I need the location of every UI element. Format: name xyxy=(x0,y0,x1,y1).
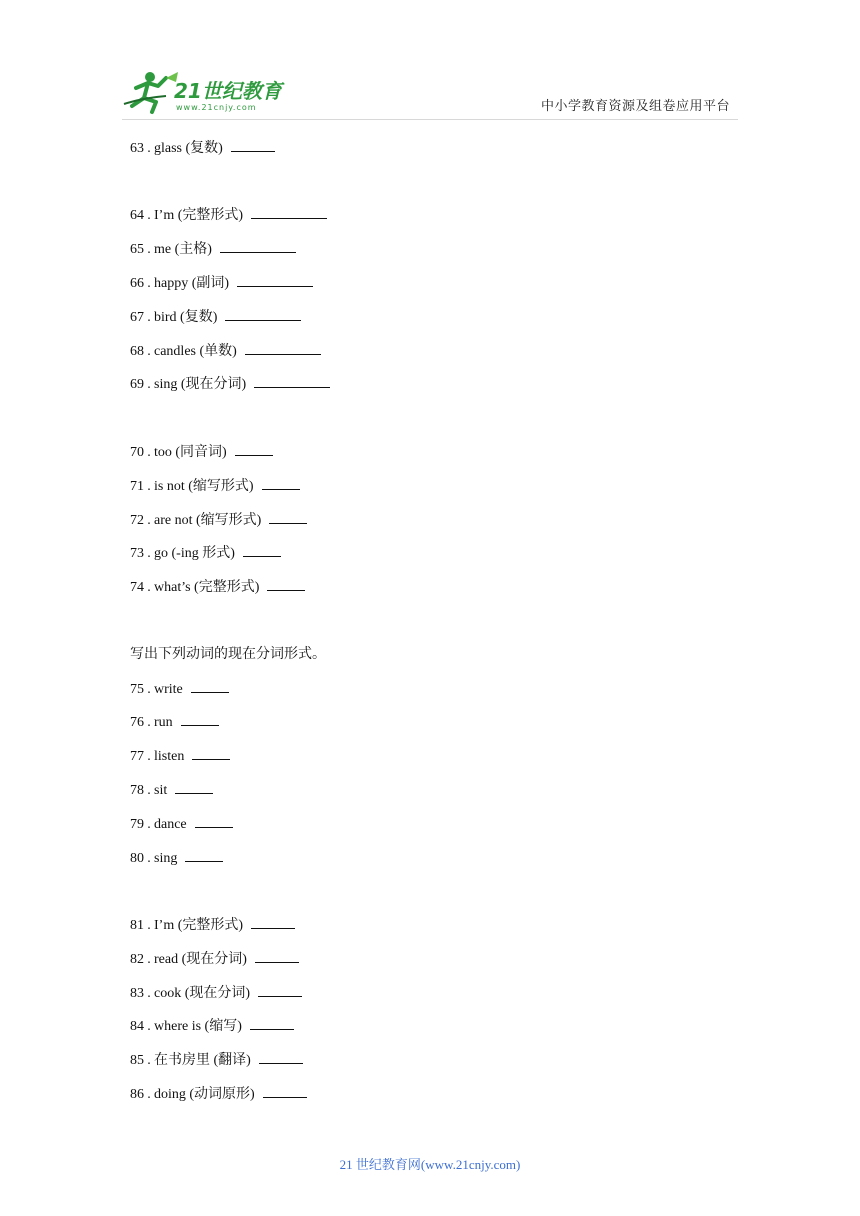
question-text: listen xyxy=(154,749,185,764)
question-text: sing xyxy=(154,851,178,866)
answer-blank[interactable] xyxy=(251,205,327,219)
site-logo xyxy=(122,68,292,116)
question-item xyxy=(130,746,230,766)
question-text: sing (现在分词) xyxy=(154,377,247,392)
question-text: sit xyxy=(154,783,168,798)
answer-blank[interactable] xyxy=(195,814,233,828)
answer-blank[interactable] xyxy=(269,510,307,524)
question-item xyxy=(130,273,313,293)
question-number: 73 xyxy=(130,546,144,561)
question-dot: . xyxy=(147,817,151,832)
question-item xyxy=(130,138,275,158)
answer-blank[interactable] xyxy=(243,543,281,557)
question-dot: . xyxy=(147,276,151,291)
question-text: what’s (完整形式) xyxy=(154,580,260,595)
question-item xyxy=(130,476,300,496)
question-number: 81 xyxy=(130,918,144,933)
platform-tagline: 中小学教育资源及组卷应用平台 xyxy=(540,99,730,114)
answer-blank[interactable] xyxy=(251,915,295,929)
answer-blank[interactable] xyxy=(250,1016,294,1030)
question-dot: . xyxy=(147,682,151,697)
answer-blank[interactable] xyxy=(258,983,302,997)
question-text: cook (现在分词) xyxy=(154,986,251,1001)
header-divider xyxy=(122,119,738,120)
question-dot: . xyxy=(147,344,151,359)
question-dot: . xyxy=(147,952,151,967)
answer-blank[interactable] xyxy=(220,239,296,253)
question-number: 71 xyxy=(130,479,144,494)
question-item xyxy=(130,983,302,1003)
answer-blank[interactable] xyxy=(235,442,273,456)
question-number: 86 xyxy=(130,1087,144,1102)
question-dot: . xyxy=(147,715,151,730)
answer-blank[interactable] xyxy=(255,949,299,963)
question-dot: . xyxy=(147,1053,151,1068)
question-dot: . xyxy=(147,1087,151,1102)
answer-blank[interactable] xyxy=(263,1084,307,1098)
answer-blank[interactable] xyxy=(191,679,229,693)
question-item xyxy=(130,543,281,563)
question-item xyxy=(130,679,229,699)
question-text: I’m (完整形式) xyxy=(154,208,244,223)
question-item xyxy=(130,205,327,225)
question-item xyxy=(130,374,330,394)
question-dot: . xyxy=(147,851,151,866)
question-dot: . xyxy=(147,749,151,764)
question-dot: . xyxy=(147,208,151,223)
question-text: glass (复数) xyxy=(154,141,223,156)
question-text: dance xyxy=(154,817,187,832)
question-dot: . xyxy=(147,513,151,528)
question-text: go (-ing 形式) xyxy=(154,546,235,561)
question-item xyxy=(130,1016,294,1036)
question-dot: . xyxy=(147,377,151,392)
question-text: me (主格) xyxy=(154,242,212,257)
answer-blank[interactable] xyxy=(231,138,275,152)
answer-blank[interactable] xyxy=(245,341,321,355)
svg-text:www.21cnjy.com: www.21cnjy.com xyxy=(176,103,257,112)
question-item xyxy=(130,949,299,969)
question-dot: . xyxy=(147,986,151,1001)
question-number: 76 xyxy=(130,715,144,730)
page-header xyxy=(0,0,860,125)
question-dot: . xyxy=(147,783,151,798)
question-text: read (现在分词) xyxy=(154,952,247,967)
question-number: 74 xyxy=(130,580,144,595)
answer-blank[interactable] xyxy=(262,476,300,490)
answer-blank[interactable] xyxy=(254,374,330,388)
question-dot: . xyxy=(147,546,151,561)
question-text: bird (复数) xyxy=(154,310,218,325)
question-number: 65 xyxy=(130,242,144,257)
answer-blank[interactable] xyxy=(225,307,301,321)
question-number: 68 xyxy=(130,344,144,359)
question-number: 78 xyxy=(130,783,144,798)
question-number: 84 xyxy=(130,1019,144,1034)
question-dot: . xyxy=(147,141,151,156)
question-item xyxy=(130,442,273,462)
question-dot: . xyxy=(147,580,151,595)
question-number: 63 xyxy=(130,141,144,156)
question-number: 79 xyxy=(130,817,144,832)
answer-blank[interactable] xyxy=(175,780,213,794)
question-text: is not (缩写形式) xyxy=(154,479,254,494)
answer-blank[interactable] xyxy=(181,712,219,726)
question-dot: . xyxy=(147,479,151,494)
question-number: 67 xyxy=(130,310,144,325)
section-instruction: 写出下列动词的现在分词形式。 xyxy=(130,646,326,662)
question-text: too (同音词) xyxy=(154,445,227,460)
question-item xyxy=(130,780,213,800)
question-text: 在书房里 (翻译) xyxy=(154,1053,251,1068)
question-number: 82 xyxy=(130,952,144,967)
question-item xyxy=(130,577,305,597)
question-number: 77 xyxy=(130,749,144,764)
question-number: 64 xyxy=(130,208,144,223)
question-number: 70 xyxy=(130,445,144,460)
question-item xyxy=(130,341,321,361)
question-text: are not (缩写形式) xyxy=(154,513,262,528)
page-footer: 21 世纪教育网(www.21cnjy.com) xyxy=(339,1157,521,1172)
question-item xyxy=(130,848,223,868)
question-number: 85 xyxy=(130,1053,144,1068)
svg-text:21世纪教育: 21世纪教育 xyxy=(174,79,282,103)
question-number: 69 xyxy=(130,377,144,392)
answer-blank[interactable] xyxy=(237,273,313,287)
question-text: happy (副词) xyxy=(154,276,230,291)
question-dot: . xyxy=(147,918,151,933)
question-item xyxy=(130,239,296,259)
question-dot: . xyxy=(147,242,151,257)
question-dot: . xyxy=(147,445,151,460)
question-dot: . xyxy=(147,310,151,325)
question-text: where is (缩写) xyxy=(154,1019,242,1034)
question-item xyxy=(130,712,219,732)
answer-blank[interactable] xyxy=(259,1050,303,1064)
question-number: 66 xyxy=(130,276,144,291)
question-number: 75 xyxy=(130,682,144,697)
question-text: I’m (完整形式) xyxy=(154,918,244,933)
question-item xyxy=(130,915,295,935)
answer-blank[interactable] xyxy=(267,577,305,591)
runner-logo-icon xyxy=(122,68,292,116)
answer-blank[interactable] xyxy=(192,746,230,760)
question-dot: . xyxy=(147,1019,151,1034)
question-number: 80 xyxy=(130,851,144,866)
question-item xyxy=(130,307,301,327)
question-text: candles (单数) xyxy=(154,344,237,359)
question-text: write xyxy=(154,682,183,697)
question-number: 72 xyxy=(130,513,144,528)
question-item xyxy=(130,814,233,834)
question-text: doing (动词原形) xyxy=(154,1087,255,1102)
question-item xyxy=(130,1084,307,1104)
question-item xyxy=(130,1050,303,1070)
answer-blank[interactable] xyxy=(185,848,223,862)
question-text: run xyxy=(154,715,173,730)
question-number: 83 xyxy=(130,986,144,1001)
question-item xyxy=(130,510,307,530)
